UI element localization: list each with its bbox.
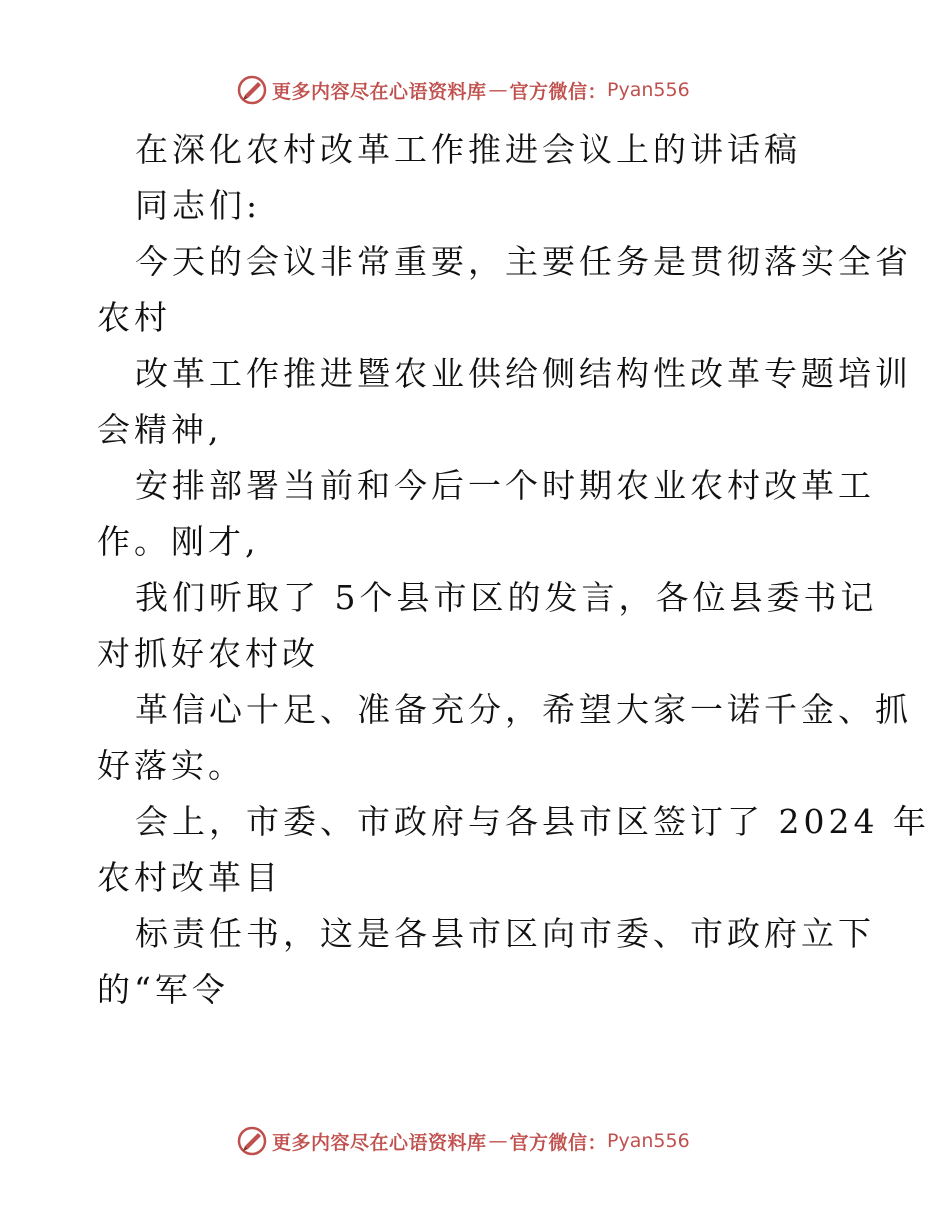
text-line: 农村改革目 (97, 858, 282, 897)
text-line: 标责任书，这是各县市区向市委、市政府立下 (135, 914, 875, 953)
text-line: 的“军令 (97, 970, 229, 1009)
text-line: 农村 (97, 298, 171, 337)
text-line: 作。刚才, (97, 522, 260, 561)
watermark-contact-label: 官方微信： (509, 1131, 608, 1154)
watermark-contact-label: 官方微信： (509, 80, 608, 103)
watermark-separator: — (488, 79, 508, 101)
document-title: 在深化农村改革工作推进会议上的讲话稿 (135, 130, 801, 169)
text-line: 改革工作推进暨农业供给侧结构性改革专题培训 (135, 354, 912, 393)
footer-watermark (236, 1124, 690, 1158)
text-line: 革信心十足、准备充分，希望大家一诺千金、抓 (135, 690, 912, 729)
watermark-separator: — (488, 1130, 508, 1152)
salutation: 同志们: (135, 186, 262, 225)
text-line: 对抓好农村改 (97, 634, 319, 673)
text-line: 好落实。 (97, 746, 245, 785)
text-line: 会精神, (97, 410, 223, 449)
header-watermark (236, 73, 690, 107)
watermark-brand: 更多内容尽在心语资料库 (272, 80, 487, 103)
text-line: 我们听取了 5个县市区的发言，各位县委书记 (135, 578, 878, 617)
watermark-contact-handle: Pyan556 (607, 79, 690, 101)
text-line: 安排部署当前和今后一个时期农业农村改革工 (135, 466, 875, 505)
text-line: 会上，市委、市政府与各县市区签订了 2024 年 (135, 802, 930, 841)
brand-logo-icon (236, 1125, 268, 1157)
watermark-brand: 更多内容尽在心语资料库 (272, 1131, 487, 1154)
document-body (97, 122, 930, 1018)
text-line: 今天的会议非常重要，主要任务是贯彻落实全省 (135, 242, 912, 281)
watermark-contact-handle: Pyan556 (607, 1130, 690, 1152)
brand-logo-icon (236, 74, 268, 106)
